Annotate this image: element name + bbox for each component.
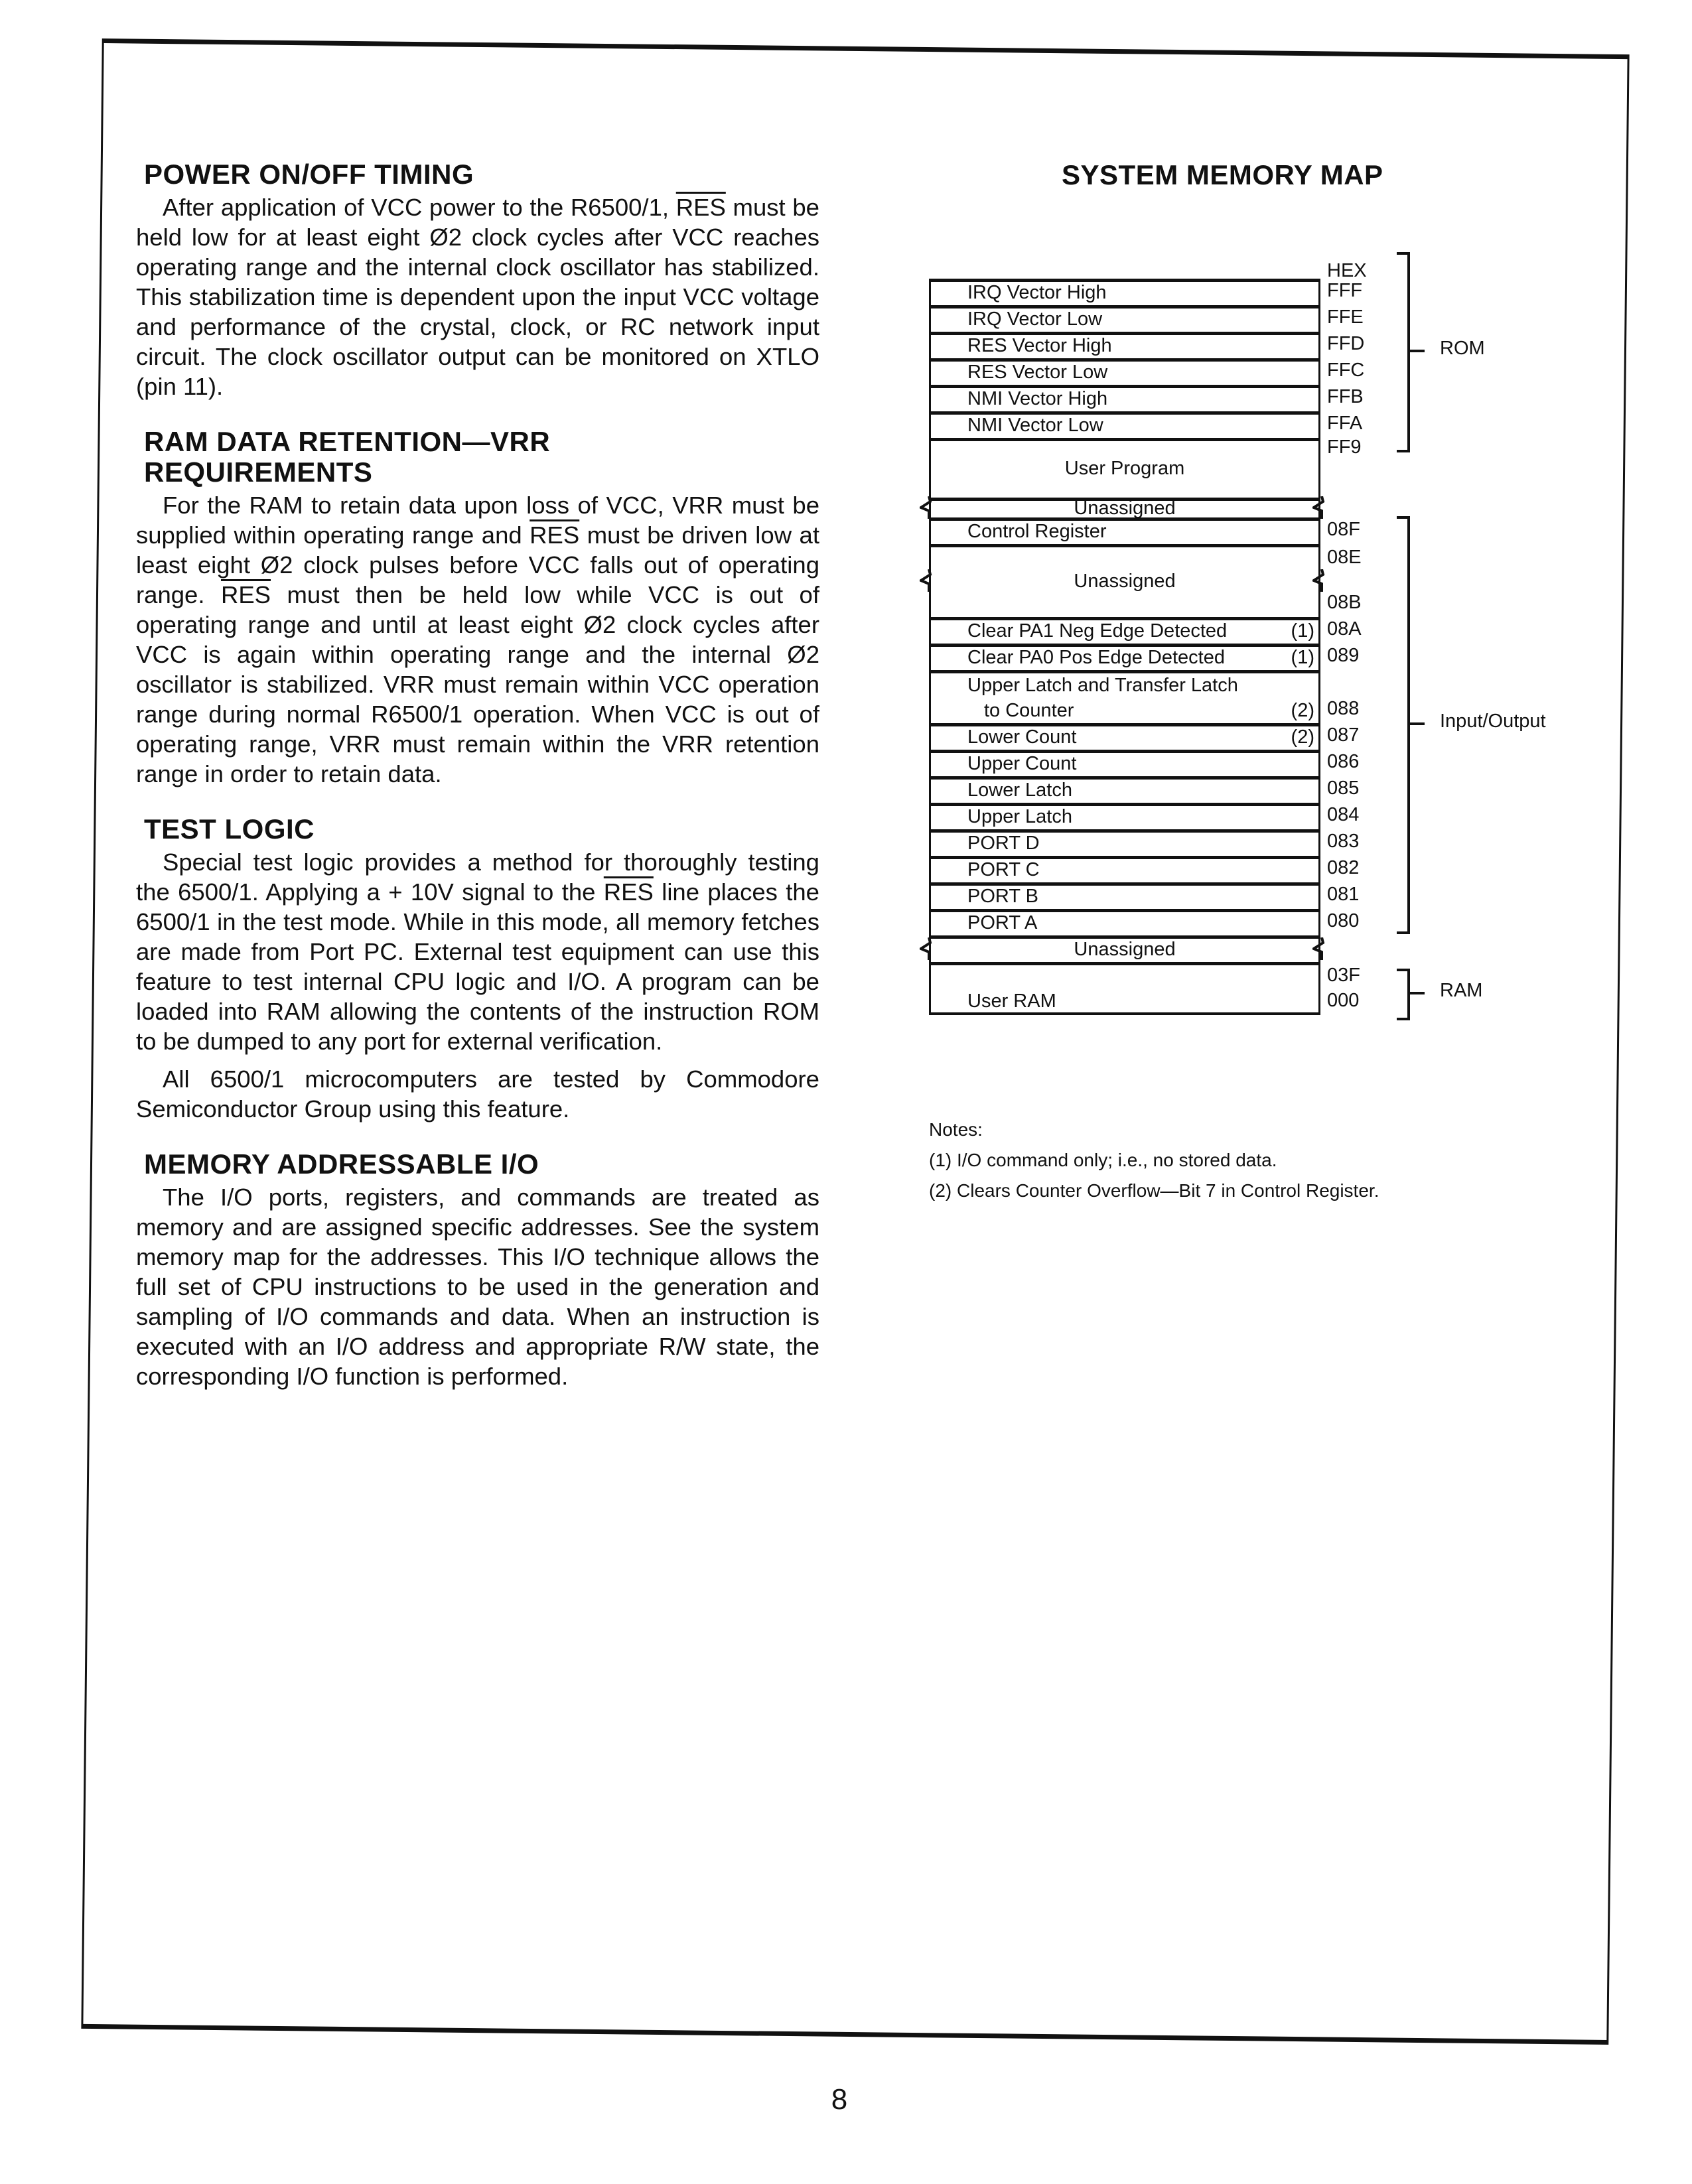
section-heading: MEMORY ADDRESSABLE I/O: [144, 1148, 539, 1180]
memory-row-label: User RAM: [967, 990, 1056, 1012]
hex-address: FFD: [1327, 333, 1365, 354]
memory-row-label: Clear PA0 Pos Edge Detected: [967, 647, 1225, 668]
break-zigzag-icon: [1312, 937, 1327, 960]
io-group-label: Input/Output: [1440, 711, 1546, 732]
hex-address: 088: [1327, 698, 1360, 719]
signal-res-overbar: $\overline{RES}$: [603, 878, 654, 906]
memory-row-label: IRQ Vector Low: [967, 308, 1103, 330]
hex-address: 08A: [1327, 618, 1362, 640]
memory-row-footnote-ref: (1): [1291, 620, 1314, 642]
hex-address: 083: [1327, 831, 1360, 852]
signal-res-overbar: $\overline{RES}$: [675, 194, 726, 221]
memory-row: [929, 882, 1320, 909]
ram-group-label: RAM: [1440, 980, 1483, 1001]
hex-address: 081: [1327, 884, 1360, 905]
memory-row-label: Upper Count: [967, 753, 1077, 774]
break-zigzag-icon: [1312, 496, 1327, 519]
memory-row-label: Unassigned: [1074, 498, 1176, 519]
break-zigzag-icon: [1312, 569, 1327, 592]
memory-row: [929, 829, 1320, 856]
hex-address: FFC: [1327, 360, 1365, 381]
memory-row: [929, 962, 1320, 1015]
memory-row-label: IRQ Vector High: [967, 282, 1107, 303]
paragraph: For the RAM to retain data upon loss of VCC, VRR must be supplied within operating range and $\overline{RES}$ must be driven low at least eight Ø2 clock pulses before VCC falls out of operating range. $\overline{RES}$ must then be held low while VCC is out of operating range and until at least eight Ø2 clock cycles after VCC is again within operating range and the internal Ø2 oscillator is stabilized. VRR must remain within VCC operation range during normal R6500/1 operation. When VCC is out of operating range, VRR must remain within the VRR retention range in order to retain data.: [136, 492, 819, 787]
memory-map-diagram: [929, 260, 1592, 1101]
signal-res-overbar: $\overline{RES}$: [220, 581, 271, 608]
memory-map-notes: [929, 1115, 1379, 1206]
hex-address: 082: [1327, 857, 1360, 878]
memory-row: [929, 517, 1320, 544]
memory-row-label: NMI Vector High: [967, 388, 1108, 409]
hex-address: FF9: [1327, 437, 1362, 458]
break-zigzag-icon: [920, 569, 934, 592]
memory-row: [929, 670, 1320, 723]
memory-row-footnote-ref: (1): [1291, 647, 1314, 668]
hex-address: FFA: [1327, 413, 1363, 434]
memory-row-label: RES Vector High: [967, 335, 1112, 356]
memory-row-label: Unassigned: [1074, 571, 1176, 592]
memory-row-label: PORT B: [967, 886, 1038, 907]
memory-row-label-continued: to Counter: [984, 700, 1074, 721]
memory-row: [929, 305, 1320, 332]
rom-bracket-tick: [1410, 350, 1425, 352]
memory-row-label: Lower Count: [967, 726, 1077, 748]
rom-group-label: ROM: [1440, 338, 1485, 359]
hex-address: FFF: [1327, 280, 1363, 301]
memory-row-label: User Program: [1064, 458, 1185, 479]
note-2: (2) Clears Counter Overflow—Bit 7 in Control Register.: [929, 1180, 1379, 1201]
ram-bracket: [1397, 969, 1410, 1020]
signal-res-overbar: $\overline{RES}$: [529, 521, 580, 549]
section-heading: RAM DATA RETENTION—VRR REQUIREMENTS: [144, 426, 551, 488]
page-number: 8: [831, 2083, 848, 2116]
hex-address: FFB: [1327, 386, 1364, 407]
hex-address: 089: [1327, 645, 1360, 666]
memory-row-footnote-ref: (2): [1291, 726, 1314, 748]
paragraph: The I/O ports, registers, and commands are treated as memory and are assigned specific addresses. See the system memory map for the addresses. This I/O technique allows the full set of CPU instructions to be used in the generation and sampling of I/O commands and data. When an instruction is executed with an I/O address and appropriate R/W state, the corresponding I/O function is performed.: [136, 1184, 819, 1390]
hex-address: 000: [1327, 990, 1360, 1011]
hex-address: FFE: [1327, 307, 1364, 328]
memory-row: [929, 358, 1320, 385]
paragraph: After application of VCC power to the R6500/1, $\overline{RES}$ must be held low for at least eight Ø2 clock cycles after VCC reaches operating range and the internal clock oscillator has stabilized. This stabilization time is dependent upon the input VCC voltage and performance of the crystal, clock, or RC network input circuit. The clock oscillator output can be monitored on XTLO (pin 11).: [136, 194, 819, 400]
memory-row: [929, 935, 1320, 962]
memory-row: [929, 856, 1320, 882]
memory-row: [929, 332, 1320, 358]
memory-row: [929, 617, 1320, 644]
memory-row-label: Upper Latch and Transfer Latch: [967, 675, 1238, 696]
memory-row: [929, 498, 1320, 517]
notes-title: Notes:: [929, 1119, 983, 1140]
memory-row: [929, 279, 1320, 305]
note-1: (1) I/O command only; i.e., no stored data.: [929, 1150, 1277, 1170]
memory-row-label: Clear PA1 Neg Edge Detected: [967, 620, 1228, 642]
memory-row: [929, 544, 1320, 617]
memory-row: [929, 909, 1320, 935]
hex-address: 086: [1327, 751, 1360, 772]
memory-row-label: Control Register: [967, 521, 1107, 542]
memory-row-label: PORT A: [967, 912, 1038, 933]
hex-address: 084: [1327, 804, 1360, 825]
section-heading: TEST LOGIC: [144, 813, 315, 845]
break-zigzag-icon: [920, 496, 934, 519]
memory-row: [929, 411, 1320, 438]
hex-header: HEX: [1327, 260, 1367, 281]
io-bracket: [1397, 516, 1410, 934]
hex-address: 08B: [1327, 592, 1362, 613]
hex-address: 080: [1327, 910, 1360, 931]
memory-row: [929, 750, 1320, 776]
memory-row: [929, 438, 1320, 498]
hex-address: 087: [1327, 724, 1360, 746]
section: [136, 814, 819, 1124]
section: [136, 159, 819, 401]
memory-row-footnote-ref: (2): [1291, 700, 1314, 721]
hex-address: 085: [1327, 778, 1360, 799]
memory-row: [929, 803, 1320, 829]
memory-row-label: PORT D: [967, 833, 1040, 854]
memory-row: [929, 644, 1320, 670]
hex-address: 08F: [1327, 519, 1360, 540]
ram-bracket-tick: [1410, 992, 1425, 994]
paragraph: All 6500/1 microcomputers are tested by Commodore Semiconductor Group using this feature.: [136, 1065, 819, 1123]
memory-row: [929, 776, 1320, 803]
memory-map-title: SYSTEM MEMORY MAP: [1062, 159, 1383, 190]
text-column: [136, 159, 819, 1416]
memory-row-label: Lower Latch: [967, 780, 1072, 801]
memory-row-label: PORT C: [967, 859, 1040, 880]
memory-row: [929, 385, 1320, 411]
memory-row-label: NMI Vector Low: [967, 415, 1103, 436]
hex-address: 08E: [1327, 547, 1362, 568]
hex-address: 03F: [1327, 965, 1360, 986]
rom-bracket: [1397, 252, 1410, 452]
memory-row-label: Upper Latch: [967, 806, 1072, 827]
io-bracket-tick: [1410, 722, 1425, 725]
section: [136, 427, 819, 789]
memory-row-label: RES Vector Low: [967, 362, 1108, 383]
memory-row-label: Unassigned: [1074, 939, 1176, 960]
memory-row: [929, 723, 1320, 750]
section-heading: POWER ON/OFF TIMING: [144, 159, 474, 190]
paragraph: Special test logic provides a method for thoroughly testing the 6500/1. Applying a + 10V signal to the $\overline{RES}$ line places the 6500/1 in the test mode. While in this mode, all memory fetches are made from Port PC. External test equipment can use this feature to test internal CPU logic and I/O. A program can be loaded into RAM allowing the contents of the instruction ROM to be dumped to any port for external verification.: [136, 849, 819, 1055]
break-zigzag-icon: [920, 937, 934, 960]
section: [136, 1149, 819, 1391]
